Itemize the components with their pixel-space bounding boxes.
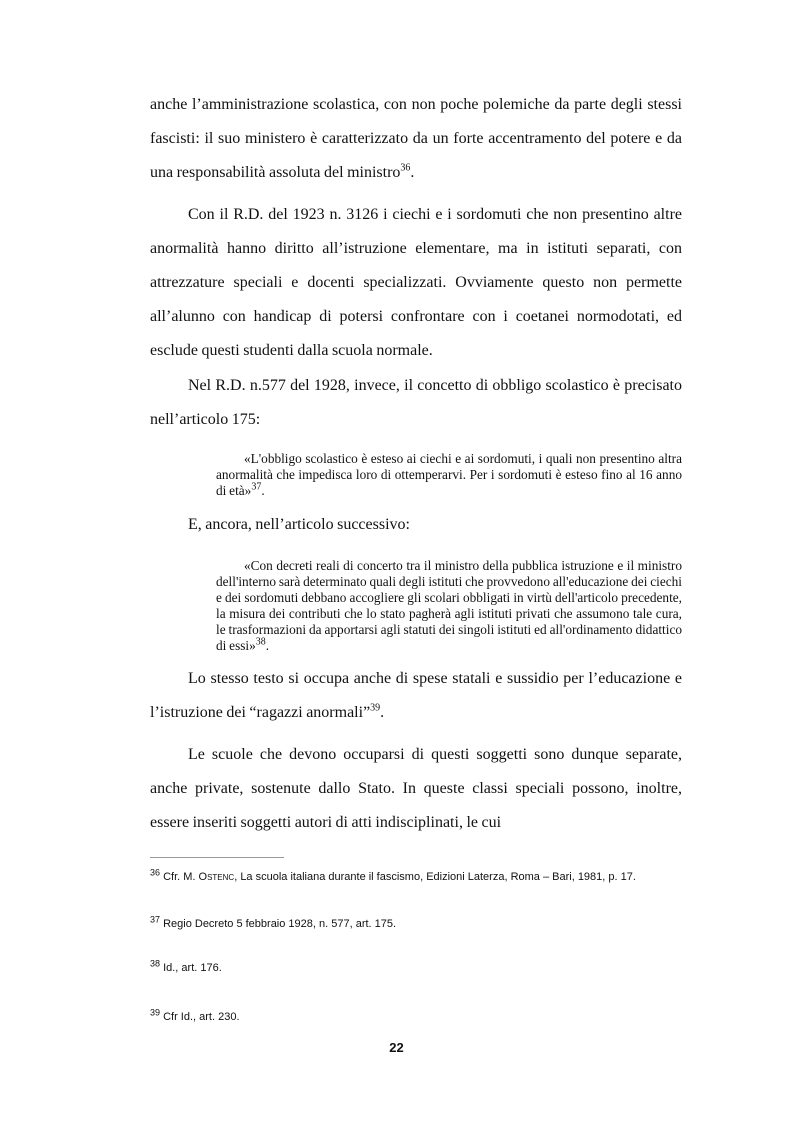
footnote-38 [150, 958, 710, 975]
footnote-36-prefix: Cfr. M. [163, 871, 199, 883]
quote-1-text: «L'obbligo scolastico è esteso ai ciechi e ai sordomuti, i quali non presentino altra anormalità che impedisca loro di ottemperarvi. Per i sordomuti è esteso fino al 16 anno di età» [216, 451, 682, 498]
quote-article-175: «L'obbligo scolastico è esteso ai ciechi e ai sordomuti, i quali non presentino altra anormalità che impedisca loro di ottemperarvi. Per i sordomuti è esteso fino al 16 anno di età»$^{37}$. [216, 451, 682, 498]
footnote-36-text: , La scuola italiana durante il fascismo, Edizioni Laterza, Roma – Bari, 1981, p. 17. [234, 871, 636, 883]
footnote-separator [150, 857, 284, 858]
paragraph-4 [150, 508, 682, 542]
footnote-ref-36: 36 [400, 162, 411, 174]
paragraph-1: anche l’amministrazione scolastica, con non poche polemiche da parte degli stessi fascisti: il suo ministero è caratterizzato da un forte accentramento del potere e da una responsabilità assoluta del ministro$^{36}$. [150, 96, 682, 181]
footnote-39-number: 39 [150, 1007, 161, 1018]
paragraph-5-text: Lo stesso testo si occupa anche di spese statali e sussidio per l’educazione e l’istruzione dei “ragazzi anormali” [150, 670, 682, 721]
footnote-39 [150, 1007, 710, 1024]
footnote-36 [150, 867, 710, 884]
paragraph-6 [150, 738, 682, 840]
footnote-36-number: 36 [150, 867, 161, 878]
footnote-37-number: 37 [150, 914, 161, 925]
quote-2-text: «Con decreti reali di concerto tra il ministro della pubblica istruzione e il ministro dell'interno sarà determinato quali degli istituti che provvedono all'educazione dei ciechi e dei sordomuti debbano accogliere gli scolari obbligati in virtù dell'articolo precedente, la misura dei contributi che lo stato pagherà agli istituti privati che assumono tale cura, le trasformazioni da apportarsi agli statuti dei singoli istituti ed all'ordinamento didattico di essi» [216, 558, 682, 653]
footnote-37 [150, 914, 710, 931]
footnote-38-number: 38 [150, 958, 161, 969]
paragraph-5: Lo stesso testo si occupa anche di spese statali e sussidio per l’educazione e l’istruzione dei “ragazzi anormali”$^{39}$. [150, 670, 682, 721]
paragraph-3-text: Nel R.D. n.577 del 1928, invece, il concetto di obbligo scolastico è precisato nell’articolo 175: [150, 377, 682, 428]
paragraph-4-text: E, ancora, nell’articolo successivo: [188, 516, 410, 533]
footnote-37-text: Regio Decreto 5 febbraio 1928, n. 577, art. 175. [163, 918, 397, 930]
paragraph-6-text: Le scuole che devono occuparsi di questi soggetti sono dunque separate, anche private, sostenute dallo Stato. In queste classi speciali possono, inoltre, essere inseriti soggetti autori di atti indisciplinati, le cui [150, 746, 682, 831]
paragraph-2-text: Con il R.D. del 1923 n. 3126 i ciechi e i sordomuti che non presentino altre anormalità hanno diritto all’istruzione elementare, ma in istituti separati, con attrezzature speciali e docenti specializzati. Ovviamente questo non permette all’alunno con handicap di potersi confrontare con i coetanei normodotati, ed esclude questi studenti dalla scuola normale. [150, 206, 682, 359]
paragraph-3 [150, 369, 682, 437]
footnote-ref-39: 39 [370, 702, 381, 714]
footnote-38-text: Id., art. 176. [163, 962, 222, 974]
footnote-39-text: Cfr Id., art. 230. [163, 1011, 240, 1023]
paragraph-2 [150, 198, 682, 368]
footnote-ref-37: 37 [251, 481, 262, 493]
footnote-ref-38: 38 [255, 636, 266, 648]
paragraph-1-text: anche l’amministrazione scolastica, con non poche polemiche da parte degli stessi fascisti: il suo ministero è caratterizzato da un forte accentramento del potere e da una responsabilità assoluta del ministro [150, 96, 682, 181]
page-number: 22 [389, 1040, 404, 1055]
quote-article-176: «Con decreti reali di concerto tra il ministro della pubblica istruzione e il ministro dell'interno sarà determinato quali degli istituti che provvedono all'educazione dei ciechi e dei sordomuti debbano accogliere gli scolari obbligati in virtù dell'articolo precedente, la misura dei contributi che lo stato pagherà agli istituti privati che assumono tale cura, le trasformazioni da apportarsi agli statuti dei singoli istituti ed all'ordinamento didattico di essi»$^{38}$. [216, 558, 682, 653]
footnote-36-author: Ostenc [198, 871, 235, 883]
